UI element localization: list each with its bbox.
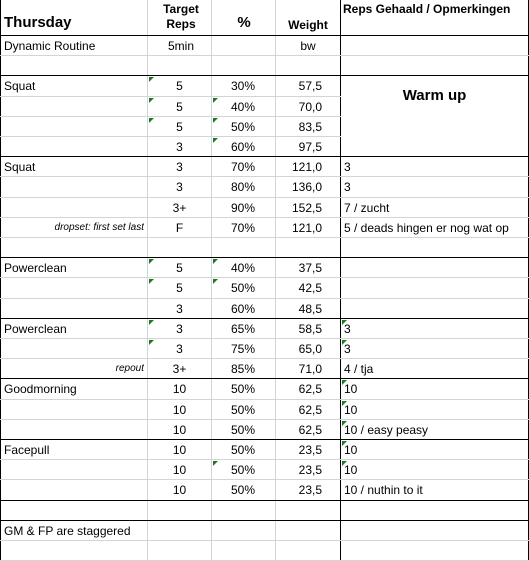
reps-cell[interactable]: 5 [176, 79, 183, 93]
row-label[interactable]: Facepull [4, 443, 50, 457]
percent-cell[interactable]: 60% [230, 140, 255, 154]
reps-cell[interactable]: 3 [176, 180, 183, 194]
percent-cell[interactable]: 65% [230, 322, 255, 336]
reps-cell[interactable]: 3 [176, 140, 183, 154]
reps-cell[interactable]: 3 [176, 160, 183, 174]
percent-cell[interactable]: 50% [230, 382, 255, 396]
weight-cell[interactable]: 97,5 [298, 140, 322, 154]
gridline-vertical [0, 0, 1, 561]
percent-cell[interactable]: 70% [230, 221, 255, 235]
percent-cell[interactable]: 50% [230, 120, 255, 134]
note-cell[interactable]: 10 [344, 403, 358, 417]
reps-cell[interactable]: 3+ [172, 201, 187, 215]
row-label[interactable]: repout [115, 363, 144, 374]
percent-cell[interactable]: 50% [230, 443, 255, 457]
reps-cell[interactable]: 5min [168, 39, 195, 53]
weight-cell[interactable]: 42,5 [298, 281, 322, 295]
reps-cell[interactable]: 10 [172, 463, 187, 477]
percent-cell[interactable]: 40% [230, 100, 255, 114]
percent-cell[interactable]: 90% [230, 201, 255, 215]
gridline-horizontal [0, 500, 529, 501]
reps-cell[interactable]: 5 [176, 281, 183, 295]
comment-indicator-icon [342, 461, 347, 466]
reps-cell[interactable]: 10 [172, 403, 187, 417]
reps-cell[interactable]: 3 [176, 322, 183, 336]
percent-cell[interactable]: 50% [230, 463, 255, 477]
weight-cell[interactable]: 23,5 [298, 443, 322, 457]
note-cell[interactable]: 3 [344, 160, 351, 174]
reps-cell[interactable]: 3 [176, 302, 183, 316]
weight-cell[interactable]: 65,0 [298, 342, 322, 356]
weight-cell[interactable]: 71,0 [298, 362, 322, 376]
note-cell[interactable]: 10 [344, 463, 358, 477]
notes-header[interactable]: Reps Gehaald / Opmerkingen [343, 2, 511, 16]
row-label[interactable]: GM & FP are staggered [4, 524, 131, 538]
reps-cell[interactable]: 5 [176, 261, 183, 275]
reps-cell[interactable]: 5 [176, 100, 183, 114]
percent-cell[interactable]: 50% [230, 483, 255, 497]
percent-cell[interactable]: 70% [230, 160, 255, 174]
weight-cell[interactable]: 70,0 [298, 100, 322, 114]
row-label[interactable]: Goodmorning [4, 382, 77, 396]
comment-indicator-icon [149, 340, 154, 345]
row-label[interactable]: Squat [4, 79, 36, 93]
percent-header[interactable]: % [237, 14, 251, 31]
percent-cell[interactable]: 75% [230, 342, 255, 356]
weight-cell[interactable]: 58,5 [298, 322, 322, 336]
comment-indicator-icon [149, 259, 154, 264]
comment-indicator-icon [149, 320, 154, 325]
weight-cell[interactable]: 37,5 [298, 261, 322, 275]
day-header[interactable]: Thursday [4, 14, 72, 31]
row-label[interactable]: Dynamic Routine [4, 39, 96, 53]
comment-indicator-icon [342, 401, 347, 406]
weight-cell[interactable]: 23,5 [298, 483, 322, 497]
reps-cell[interactable]: 3+ [172, 362, 187, 376]
comment-indicator-icon [342, 340, 347, 345]
weight-cell[interactable]: 62,5 [298, 423, 322, 437]
weight-cell[interactable]: 83,5 [298, 120, 322, 134]
comment-indicator-icon [213, 461, 218, 466]
percent-cell[interactable]: 40% [230, 261, 255, 275]
weight-cell[interactable]: 152,5 [291, 201, 322, 215]
note-cell[interactable]: 4 / tja [344, 362, 374, 376]
weight-cell[interactable]: 48,5 [298, 302, 322, 316]
warmup-label[interactable]: Warm up [402, 87, 467, 104]
weight-cell[interactable]: 121,0 [291, 221, 322, 235]
reps-cell[interactable]: 10 [172, 483, 187, 497]
comment-indicator-icon [149, 279, 154, 284]
reps-cell[interactable]: 10 [172, 443, 187, 457]
note-cell[interactable]: 10 [344, 443, 358, 457]
comment-indicator-icon [149, 98, 154, 103]
weight-cell[interactable]: 136,0 [291, 180, 322, 194]
note-cell[interactable]: 3 [344, 180, 351, 194]
weight-cell[interactable]: bw [300, 39, 316, 53]
percent-cell[interactable]: 85% [230, 362, 255, 376]
comment-indicator-icon [149, 118, 154, 123]
comment-indicator-icon [342, 441, 347, 446]
reps-cell[interactable]: 5 [176, 120, 183, 134]
weight-cell[interactable]: 62,5 [298, 403, 322, 417]
target-reps-header[interactable]: Target Reps [163, 2, 199, 31]
percent-cell[interactable]: 50% [230, 281, 255, 295]
note-cell[interactable]: 3 [344, 342, 351, 356]
percent-cell[interactable]: 50% [230, 423, 255, 437]
row-label[interactable]: Squat [4, 160, 36, 174]
row-label[interactable]: Powerclean [4, 322, 67, 336]
weight-cell[interactable]: 121,0 [291, 160, 322, 174]
comment-indicator-icon [342, 380, 347, 385]
note-cell[interactable]: 10 / easy peasy [344, 423, 429, 437]
weight-cell[interactable]: 62,5 [298, 382, 322, 396]
reps-cell[interactable]: 3 [176, 342, 183, 356]
weight-cell[interactable]: 23,5 [298, 463, 322, 477]
percent-cell[interactable]: 80% [230, 180, 255, 194]
percent-cell[interactable]: 50% [230, 403, 255, 417]
comment-indicator-icon [213, 259, 218, 264]
comment-indicator-icon [213, 118, 218, 123]
reps-cell[interactable]: 10 [172, 423, 187, 437]
note-cell[interactable]: 10 [344, 382, 358, 396]
comment-indicator-icon [213, 98, 218, 103]
comment-indicator-icon [342, 421, 347, 426]
note-cell[interactable]: 7 / zucht [344, 201, 390, 215]
percent-cell[interactable]: 60% [230, 302, 255, 316]
comment-indicator-icon [213, 279, 218, 284]
note-cell[interactable]: 5 / deads hingen er nog wat op [344, 221, 509, 235]
note-cell[interactable]: 3 [344, 322, 351, 336]
row-label[interactable]: dropset: first set last [54, 222, 144, 233]
gridline-vertical [340, 0, 341, 561]
comment-indicator-icon [213, 138, 218, 143]
percent-cell[interactable]: 30% [230, 79, 255, 93]
weight-header[interactable]: Weight [288, 18, 328, 32]
comment-indicator-icon [149, 77, 154, 82]
reps-cell[interactable]: 10 [172, 382, 187, 396]
comment-indicator-icon [342, 320, 347, 325]
reps-cell[interactable]: F [175, 221, 184, 235]
note-cell[interactable]: 10 / nuthin to it [344, 483, 423, 497]
row-label[interactable]: Powerclean [4, 261, 67, 275]
weight-cell[interactable]: 57,5 [298, 79, 322, 93]
